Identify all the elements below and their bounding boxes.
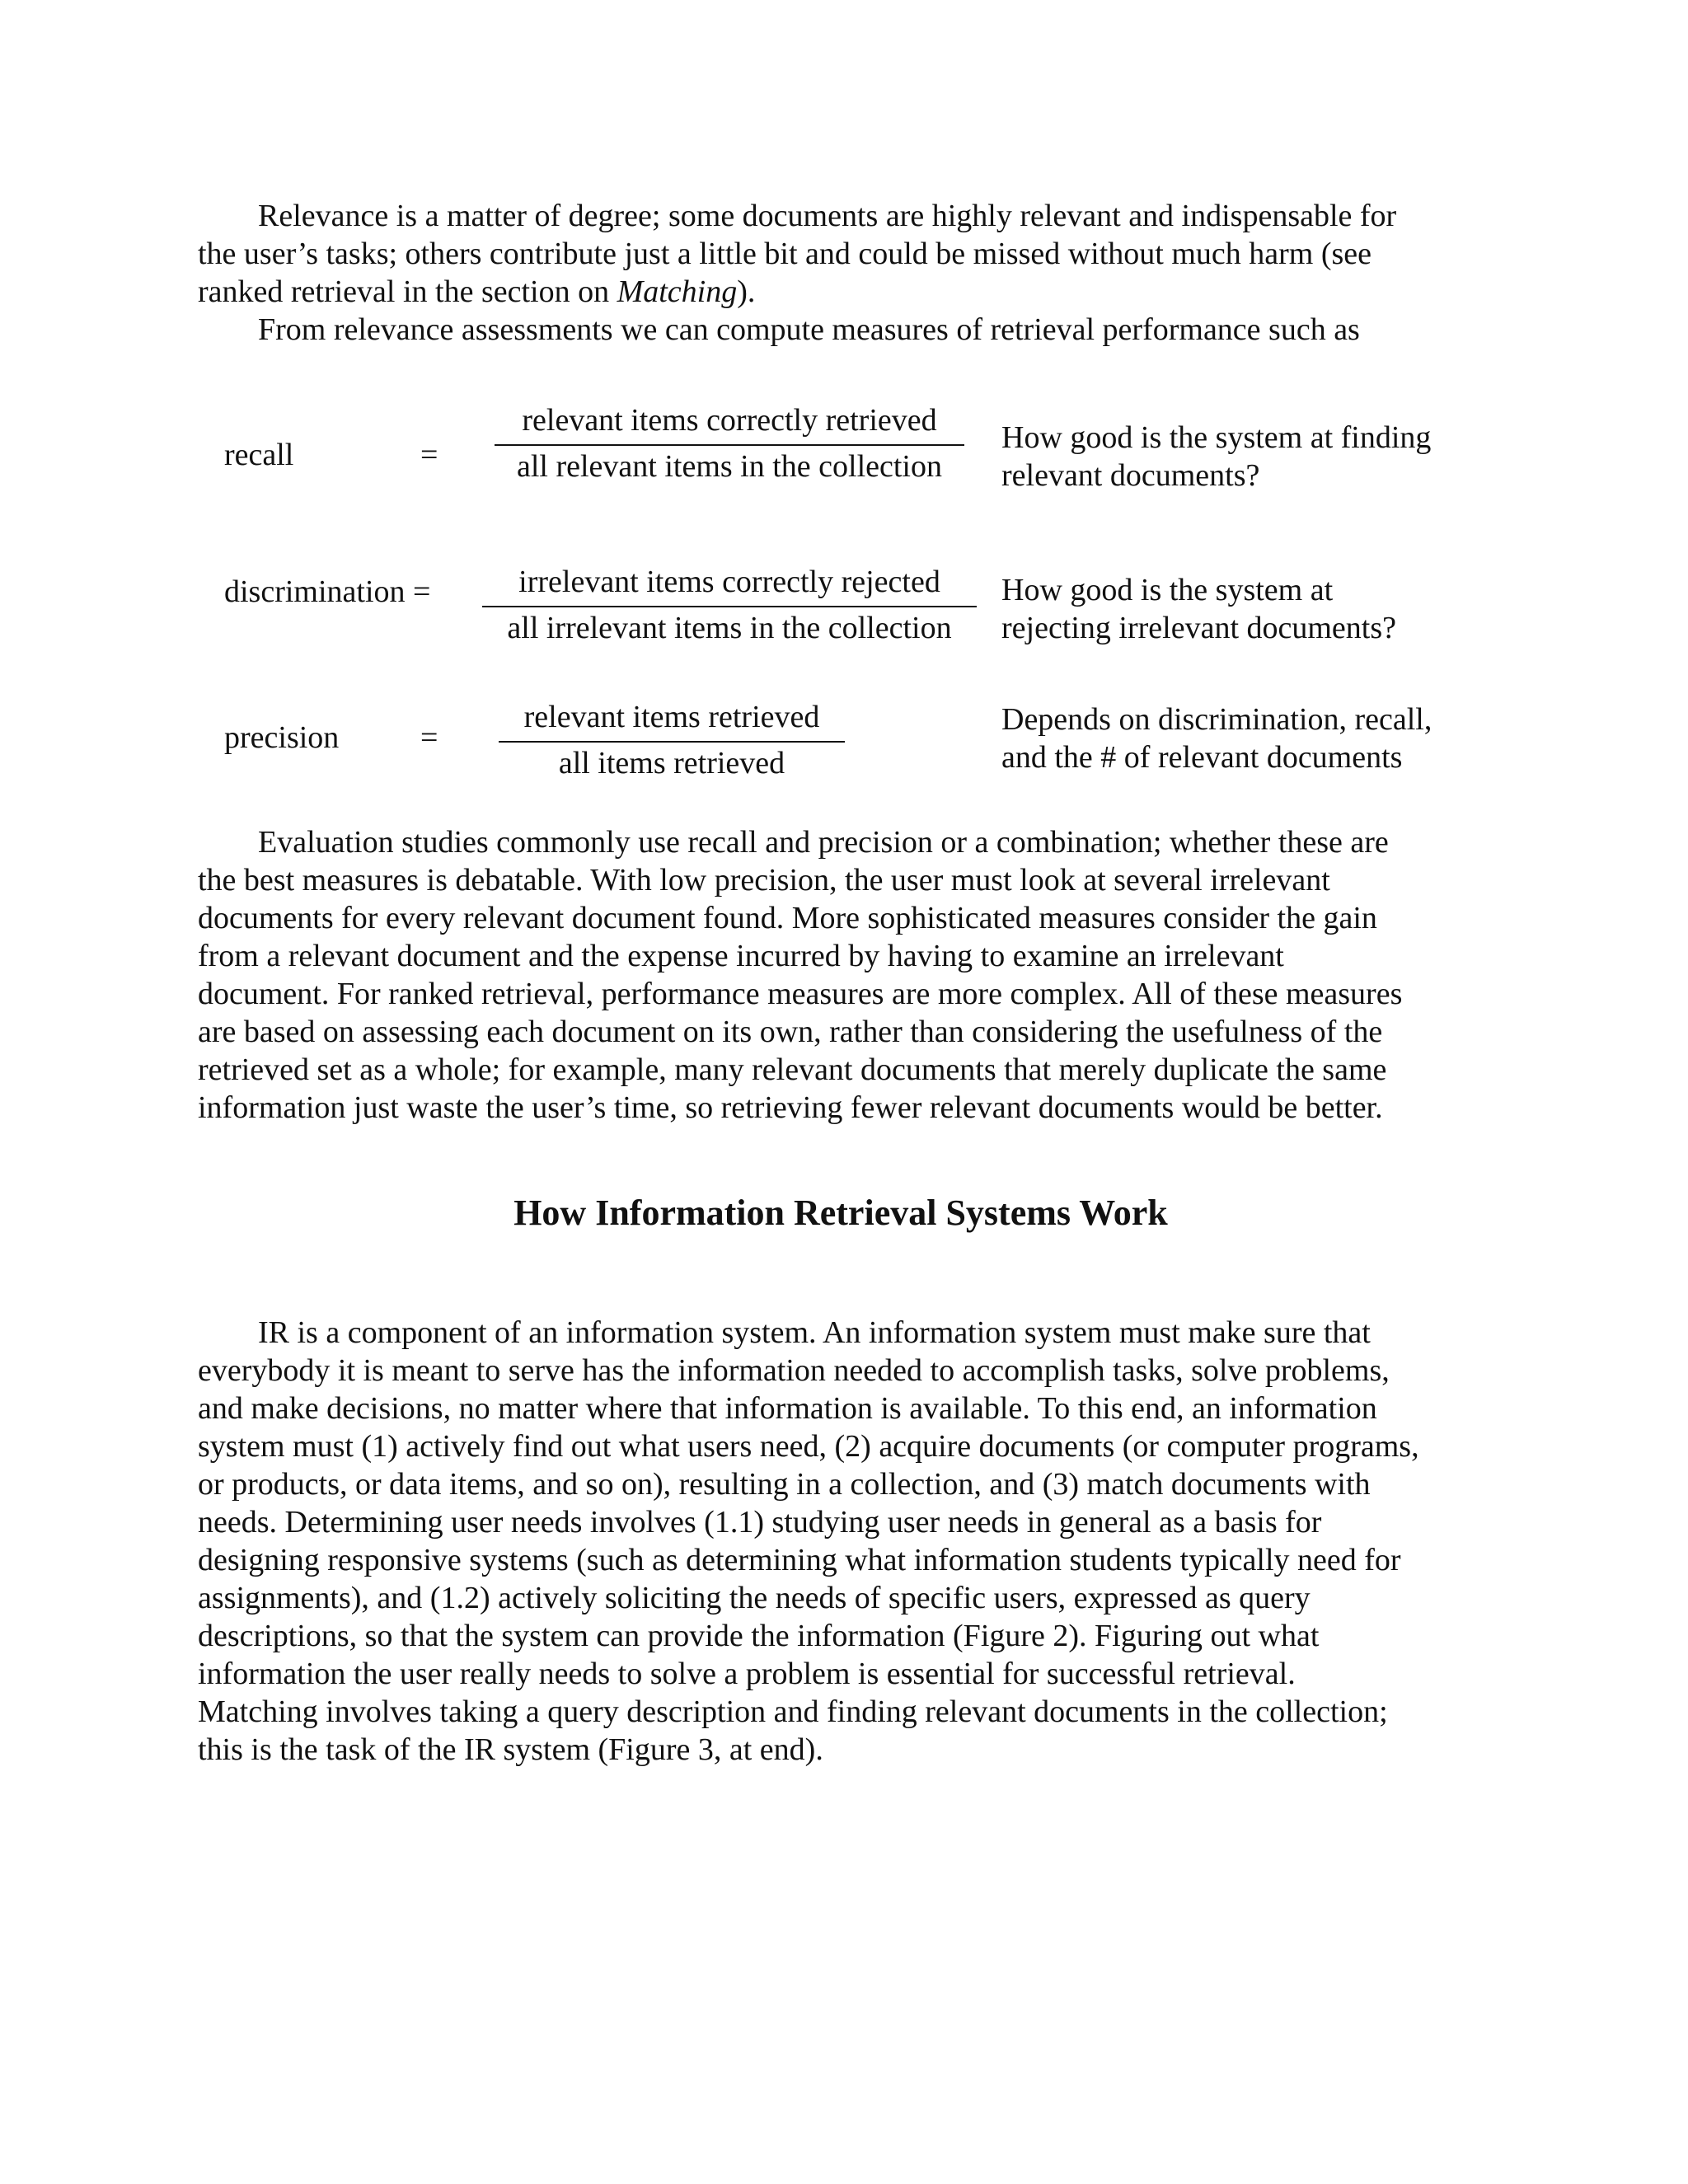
description-line: How good is the system at <box>1001 573 1334 607</box>
intro-paragraph <box>198 197 1484 349</box>
fraction-bar <box>495 444 964 446</box>
text-line: designing responsive systems (such as determining what information students typically need for <box>198 1543 1401 1577</box>
text-line: system must (1) actively find out what users need, (2) acquire documents (or computer programs, <box>198 1429 1419 1464</box>
text-line: document. For ranked retrieval, performance measures are more complex. All of these measures <box>198 977 1403 1011</box>
fraction-denominator: all items retrieved <box>558 746 785 780</box>
text-fragment: ranked retrieval in the section on <box>198 274 617 309</box>
text-line: everybody it is meant to serve has the information needed to accomplish tasks, solve problems, <box>198 1353 1390 1388</box>
ir-paragraph <box>198 1314 1484 1769</box>
text-line: information the user really needs to solve a problem is essential for successful retrieval. <box>198 1657 1296 1691</box>
description-line: Depends on discrimination, recall, <box>1001 702 1432 737</box>
fraction-bar <box>499 741 845 743</box>
fraction-numerator: relevant items retrieved <box>523 700 820 734</box>
text-line: information just waste the user’s time, so retrieving fewer relevant documents would be better. <box>198 1090 1383 1125</box>
recall-description <box>1001 419 1431 494</box>
text-line: Evaluation studies commonly use recall and precision or a combination; whether these are <box>258 825 1389 860</box>
text-line: IR is a component of an information system. An information system must make sure that <box>258 1315 1371 1350</box>
text-line <box>198 273 1484 311</box>
text-line: retrieved set as a whole; for example, many relevant documents that merely duplicate the same <box>198 1052 1387 1087</box>
text-line: Relevance is a matter of degree; some documents are highly relevant and indispensable for <box>258 199 1397 233</box>
text-line: the best measures is debatable. With low precision, the user must look at several irrelevant <box>198 863 1330 898</box>
recall-fraction <box>495 401 964 487</box>
equals-sign: = <box>420 720 438 755</box>
text-line: From relevance assessments we can compute measures of retrieval performance such as <box>258 312 1360 347</box>
measure-label-discrimination: discrimination = <box>224 574 431 609</box>
text-line: and make decisions, no matter where that information is available. To this end, an information <box>198 1391 1377 1426</box>
description-line: and the # of relevant documents <box>1001 740 1403 775</box>
text-fragment: ). <box>737 274 756 309</box>
description-line: relevant documents? <box>1001 458 1260 493</box>
text-line: the user’s tasks; others contribute just a little bit and could be missed without much harm (see <box>198 237 1372 271</box>
fraction-bar <box>482 606 977 607</box>
measure-label-precision: precision <box>224 720 340 755</box>
discrimination-description <box>1001 571 1396 647</box>
text-line: are based on assessing each document on its own, rather than considering the usefulness of the <box>198 1015 1383 1049</box>
text-line: descriptions, so that the system can provide the information (Figure 2). Figuring out what <box>198 1619 1320 1653</box>
section-heading: How Information Retrieval Systems Work <box>513 1193 1168 1233</box>
description-line: How good is the system at finding <box>1001 420 1432 455</box>
discrimination-fraction <box>482 563 977 649</box>
precision-fraction <box>499 698 845 784</box>
text-line: documents for every relevant document found. More sophisticated measures consider the gain <box>198 901 1377 935</box>
precision-description <box>1001 701 1432 776</box>
text-line: this is the task of the IR system (Figure 3, at end). <box>198 1732 823 1767</box>
text-line: needs. Determining user needs involves (1.1) studying user needs in general as a basis for <box>198 1505 1322 1540</box>
text-line: from a relevant document and the expense incurred by having to examine an irrelevant <box>198 939 1284 973</box>
fraction-denominator: all irrelevant items in the collection <box>507 611 952 645</box>
text-line: assignments), and (1.2) actively soliciting the needs of specific users, expressed as query <box>198 1581 1311 1615</box>
fraction-numerator: relevant items correctly retrieved <box>522 403 937 438</box>
fraction-numerator: irrelevant items correctly rejected <box>518 565 940 599</box>
evaluation-paragraph <box>198 823 1484 1127</box>
matching-emphasis: Matching <box>617 274 738 309</box>
fraction-denominator: all relevant items in the collection <box>517 449 942 484</box>
measure-label-recall: recall <box>224 438 294 472</box>
text-line: or products, or data items, and so on), resulting in a collection, and (3) match documents with <box>198 1467 1371 1502</box>
equals-sign: = <box>420 438 438 472</box>
text-line: Matching involves taking a query description and finding relevant documents in the collection; <box>198 1694 1388 1729</box>
description-line: rejecting irrelevant documents? <box>1001 611 1397 645</box>
